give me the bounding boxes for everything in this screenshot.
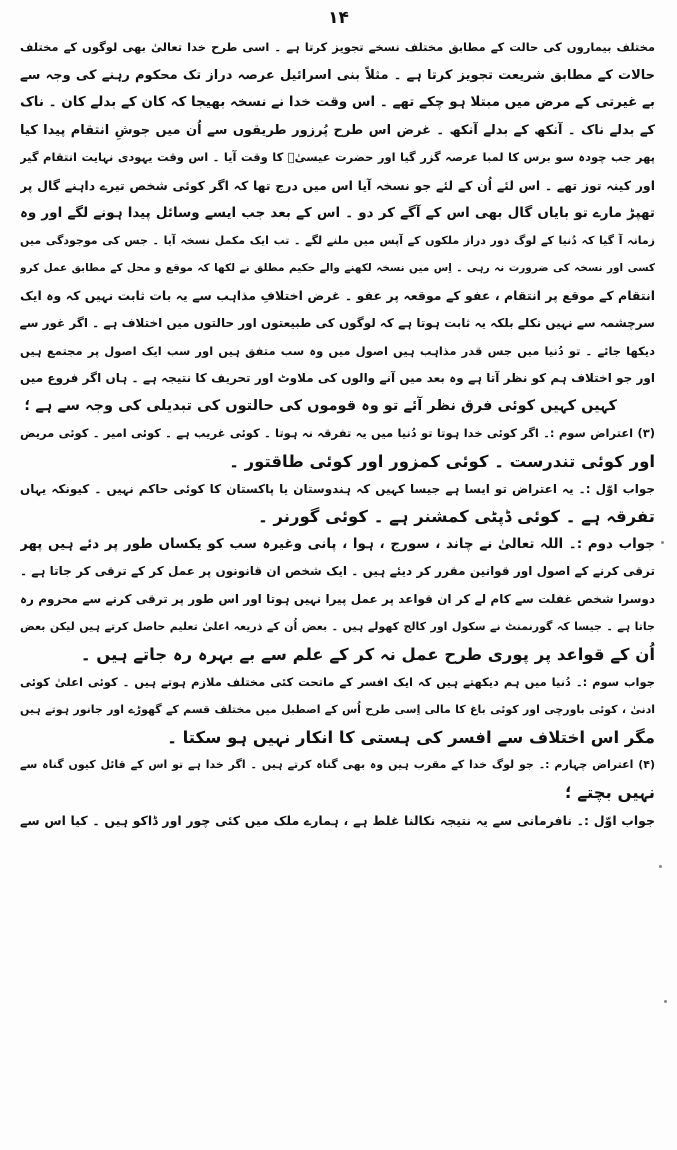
scan-speck bbox=[664, 1000, 667, 1003]
text-line: اور کینہ توز تھے ۔ اس لئے اُن کے لئے جو نسخہ آیا اس میں درج تھا کہ اگر کوئی شخص تیرے داہنے گال پر bbox=[20, 177, 655, 193]
text-line: پھر جب چودہ سو برس کا لمبا عرصہ گزر گیا اور حضرت عیسیٰؑ کا وقت آیا ۔ اس وقت یہودی نہایت انتقام گیر bbox=[20, 150, 655, 165]
text-line: دوسرا شخص غفلت سے کام لے کر ان قواعد پر عمل پیرا نہیں ہوتا اور اس طور پر ترقی کرنے سے محروم رہ bbox=[20, 591, 655, 606]
text-line: ترقی کرنے کے اصول اور قوانین مقرر کر دیئے ہیں ۔ ایک شخص ان قانونوں پر عمل کر کے ترقی کر جاتا ہے ۔ bbox=[20, 564, 655, 579]
text-line: (۴) اعتراض چہارم :۔ جو لوگ خدا کے مقرب ہیں وہ بھی گناہ کرتے ہیں ۔ اگر خدا ہے تو اس کے قائل کیوں گناہ سے bbox=[20, 758, 655, 772]
text-line: کے بدلے ناک ۔ آنکھ کے بدلے آنکھ ۔ غرض اس طرح پُرزور طریقوں سے اُن میں جوشِ انتقام پیدا کیا bbox=[20, 122, 655, 138]
text-line: ادنیٰ ، کوئی باورچی اور کوئی باغ کا مالی اِسی طرح اُس کے اصطبل میں مختلف قسم کے گھوڑے اور جانور ہوتے ہیں bbox=[20, 703, 655, 717]
text-line: مختلف بیماروں کی حالت کے مطابق مختلف نسخے تجویز کرتا ہے ۔ اسی طرح خدا تعالیٰ بھی لوگوں کے مختلف bbox=[20, 40, 655, 54]
page-number: ۱۴ bbox=[328, 8, 349, 28]
text-line: مگر اس اختلاف سے افسر کی ہستی کا انکار نہیں ہو سکتا ۔ bbox=[167, 727, 655, 747]
text-line: اور کوئی تندرست ۔ کوئی کمزور اور کوئی طاقتور ۔ bbox=[229, 451, 655, 471]
scan-speck bbox=[661, 541, 664, 544]
text-line: تفرقہ ہے ۔ کوئی ڈپٹی کمشنر ہے ۔ کوئی گورنر ۔ bbox=[258, 507, 655, 527]
text-line: دیکھا جائے ۔ تو دُنیا میں جس قدر مذاہب ہیں اصول میں وہ سب متفق ہیں اور سب ایک اصول پر مجتمع ہیں bbox=[20, 343, 655, 358]
text-line: تھپڑ مارے تو بایاں گال بھی اس کے آگے کر دو ۔ اس کے بعد جب ایسے وسائل پیدا ہونے لگے اور وہ bbox=[20, 204, 655, 221]
text-line: اور جو اختلاف ہم کو نظر آتا ہے وہ بعد میں آنے والوں کی ملاوٹ اور تحریف کا نتیجہ ہے ۔ ہاں اگر فروع میں bbox=[20, 371, 655, 386]
text-line: جاتا ہے ۔ جیسا کہ گورنمنٹ نے سکول اور کالج کھولے ہیں ۔ بعض اُن کے ذریعہ اعلیٰ تعلیم حاصل کرتے ہیں لیکن بعض bbox=[20, 620, 655, 634]
text-line: جواب اوّل :۔ نافرمانی سے یہ نتیجہ نکالنا غلط ہے ، ہمارے ملک میں کئی چور اور ڈاکو ہیں ۔ کیا اس سے bbox=[20, 812, 655, 828]
text-line: اُن کے قواعد پر پوری طرح عمل نہ کر کے علم سے بے بہرہ رہ جاتے ہیں ۔ bbox=[80, 645, 655, 665]
text-line: نہیں بچتے ؛ bbox=[564, 783, 655, 803]
body-text bbox=[20, 34, 655, 834]
text-line: سرچشمہ سے نہیں نکلے بلکہ یہ ثابت ہوتا ہے کہ لوگوں کی طبیعتوں اور حالتوں میں اختلاف ہے ۔ اگر غور سے bbox=[20, 315, 655, 330]
text-line: بے غیرتی کے مرض میں مبتلا ہو چکے تھے ۔ اس وقت خدا نے نسخہ بھیجا کہ کان کے بدلے کان ۔ ناک bbox=[20, 94, 655, 111]
text-line: جواب سوم :۔ دُنیا میں ہم دیکھتے ہیں کہ ایک افسر کے ماتحت کئی مختلف ملازم ہوتے ہیں ۔ کوئی اعلیٰ کوئی bbox=[20, 674, 655, 689]
text-line: حالات کے مطابق شریعت تجویز کرتا ہے ۔ مثلاً بنی اسرائیل عرصہ دراز تک محکوم رہنے کی وجہ سے bbox=[20, 67, 655, 83]
text-line: زمانہ آ گیا کہ دُنیا کے لوگ دور دراز ملکوں کے آپس میں ملنے لگے ۔ تب ایک مکمل نسخہ آیا ۔ جس کی موجودگی میں bbox=[20, 234, 655, 248]
text-line: (۳) اعتراض سوم :۔ اگر کوئی خدا ہوتا تو دُنیا میں یہ تفرقہ نہ ہوتا ۔ کوئی غریب ہے ۔ کوئی امیر ۔ کوئی مریض bbox=[20, 426, 655, 441]
text-line: کہیں کہیں کوئی فرق نظر آئے تو وہ قوموں کی حالتوں کی تبدیلی کی وجہ سے ہے ؛ bbox=[24, 397, 617, 414]
text-line: کسی اور نسخہ کی ضرورت نہ رہی ۔ اِس میں نسخہ لکھنے والے حکیم مطلق نے لکھا کہ موقع و محل کے مطابق عمل کرو bbox=[20, 261, 655, 274]
text-line: جواب دوم :۔ اللہ تعالیٰ نے چاند ، سورج ، ہوا ، پانی وغیرہ سب کو یکساں طور پر دئے ہیں پھر bbox=[20, 535, 655, 552]
text-line: جواب اوّل :۔ یہ اعتراض تو ایسا ہے جیسا کہیں کہ ہندوستان یا پاکستان کا کوئی حاکم نہیں ۔ کیونکہ یہاں bbox=[20, 481, 655, 496]
text-line: انتقام کے موقع پر انتقام ، عفو کے موقعہ پر عفو ۔ غرض اختلافِ مذاہب سے یہ بات ثابت نہیں کہ وہ ایک bbox=[20, 288, 655, 304]
scan-speck bbox=[659, 865, 662, 868]
